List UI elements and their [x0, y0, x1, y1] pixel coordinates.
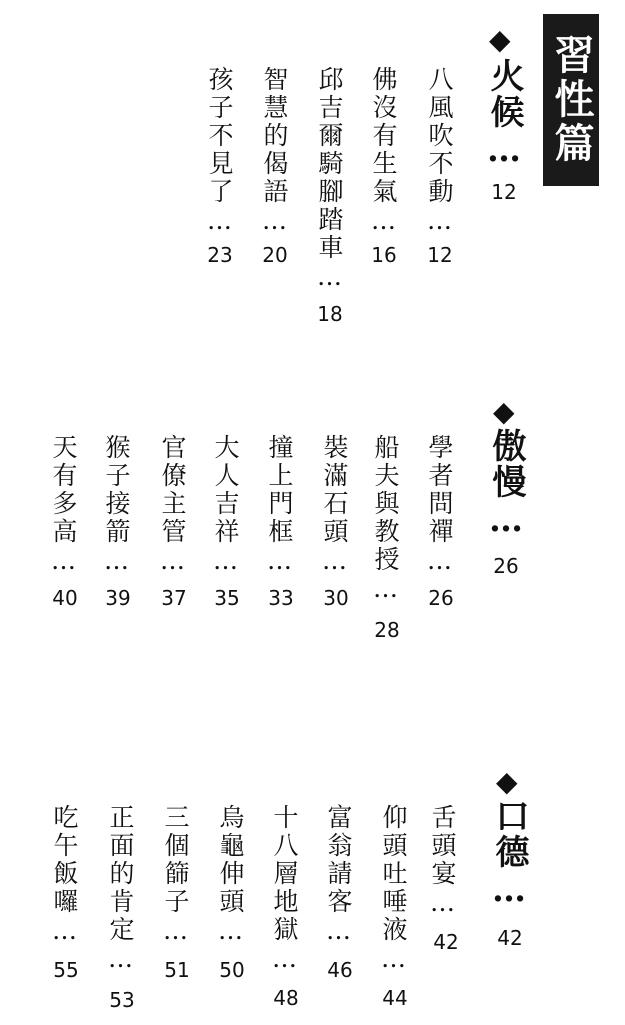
toc-entry-page: 26	[428, 586, 454, 610]
section-page-number: 42	[497, 926, 523, 950]
toc-entry[interactable]: 天有多高…	[49, 434, 78, 575]
section-diamond-icon: ◆	[496, 765, 518, 798]
toc-entry[interactable]: 船夫與教授…	[371, 434, 400, 603]
toc-entry[interactable]: 八風吹不動…	[425, 66, 454, 235]
toc-entry[interactable]: 猴子接箭…	[102, 434, 131, 575]
toc-entry-page: 12	[427, 243, 453, 267]
toc-entry[interactable]: 仰頭吐唾液…	[379, 804, 408, 973]
toc-entry[interactable]: 舌頭宴…	[428, 804, 457, 917]
toc-entry[interactable]: 裝滿石頭…	[320, 434, 349, 575]
section-heading-koude: 口德…	[489, 798, 529, 910]
section-diamond-icon: ◆	[493, 395, 515, 428]
toc-entry-page: 35	[214, 586, 240, 610]
toc-entry[interactable]: 佛沒有生氣…	[369, 66, 398, 235]
section-heading-huohou: 火候…	[484, 58, 524, 170]
toc-entry-page: 23	[207, 243, 233, 267]
toc-entry-page: 18	[317, 302, 343, 326]
toc-entry[interactable]: 學者問禪…	[425, 434, 454, 575]
toc-entry[interactable]: 智慧的偈語…	[260, 66, 289, 235]
toc-entry-page: 50	[219, 958, 245, 982]
part-title: 習性篇	[548, 34, 595, 166]
toc-entry[interactable]: 正面的肯定…	[106, 804, 135, 973]
toc-entry-page: 44	[382, 986, 408, 1010]
part-title-box	[543, 14, 599, 186]
section-diamond-icon: ◆	[489, 23, 511, 56]
toc-entry[interactable]: 三個篩子…	[161, 804, 190, 945]
toc-entry-page: 46	[327, 958, 353, 982]
toc-entry[interactable]: 撞上門框…	[265, 434, 294, 575]
toc-entry-page: 39	[105, 586, 131, 610]
toc-entry[interactable]: 大人吉祥…	[211, 434, 240, 575]
toc-entry-page: 48	[273, 986, 299, 1010]
toc-entry-page: 16	[371, 243, 397, 267]
toc-entry[interactable]: 孩子不見了…	[205, 66, 234, 235]
toc-entry-page: 37	[161, 586, 187, 610]
toc-entry-page: 30	[323, 586, 349, 610]
toc-entry-page: 51	[164, 958, 190, 982]
toc-entry-page: 42	[433, 930, 459, 954]
toc-entry-page: 33	[268, 586, 294, 610]
toc-entry-page: 53	[109, 988, 135, 1012]
toc-entry-page: 28	[374, 618, 400, 642]
toc-entry[interactable]: 烏龜伸頭…	[216, 804, 245, 945]
toc-entry[interactable]: 邱吉爾騎腳踏車…	[315, 66, 344, 291]
toc-entry[interactable]: 富翁請客…	[324, 804, 353, 945]
section-page-number: 12	[491, 180, 517, 204]
toc-entry-page: 20	[262, 243, 288, 267]
section-page-number: 26	[493, 554, 519, 578]
section-heading-aoman: 傲慢…	[486, 428, 526, 540]
toc-entry-page: 55	[53, 958, 79, 982]
toc-entry-page: 40	[52, 586, 78, 610]
toc-entry[interactable]: 官僚主管…	[158, 434, 187, 575]
toc-entry[interactable]: 吃午飯囉…	[50, 804, 79, 945]
toc-entry[interactable]: 十八層地獄…	[270, 804, 299, 973]
